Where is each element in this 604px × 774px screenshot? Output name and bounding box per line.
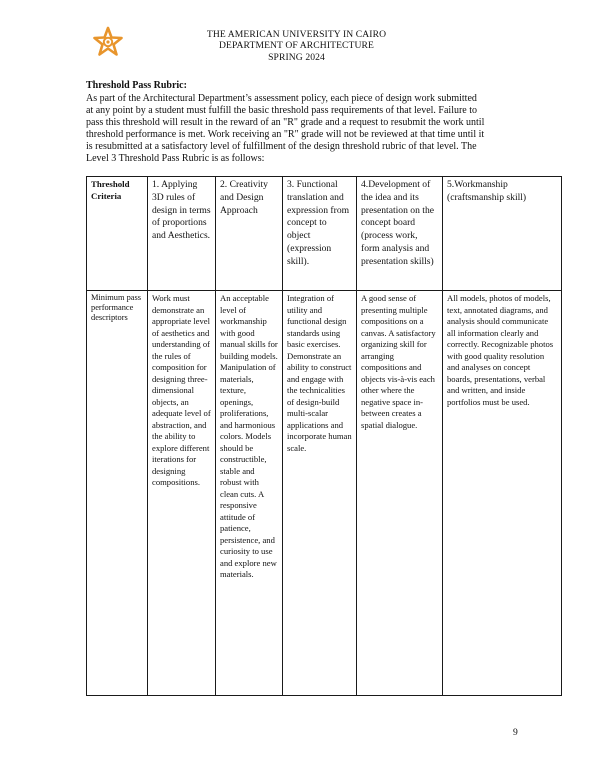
intro-line: threshold performance is met. Work receiving an "R" grade will not be reviewed at that time until it (86, 129, 485, 140)
intro-line: As part of the Architectural Department’s assessment policy, each piece of design work submitted (86, 93, 477, 104)
row-label-minimum-pass: Minimum pass performance descriptors (87, 291, 148, 696)
intro-line: pass this threshold will result in the reward of an "R" grade and a request to resubmit the work until (86, 117, 485, 128)
rubric-title: Threshold Pass Rubric: (86, 80, 187, 91)
cell-criterion-1: Work must demonstrate an appropriate level of aesthetics and understanding of the rules of composition for designing three-dimensional objects, an adequate level of abstraction, and the ability to explore different iterations for designing compositions. (148, 291, 216, 696)
term-label: SPRING 2024 (268, 51, 325, 63)
rubric-intro-paragraph (86, 93, 566, 165)
cell-criterion-5: All models, photos of models, text, annotated diagrams, and analysis should communicate all information clearly and correctly. Recognizable photos with good quality resolution and analyses on concept boards, presentations, verbal and written, and inside portfolios must be used. (443, 291, 562, 696)
department-name: DEPARTMENT OF ARCHITECTURE (218, 40, 374, 52)
header-criterion-1: 1. Applying 3D rules of design in terms of proportions and Aesthetics. (148, 177, 216, 291)
cell-criterion-2: An acceptable level of workmanship with good manual skills for building models. Manipulation of materials, texture, openings, proliferations, and harmonious colors. Models should be constructible, stable and robust with clean cuts. A responsive attitude of patience, persistence, and curiosity to use and explore new materials. (216, 291, 283, 696)
cell-criterion-3: Integration of utility and functional design standards using basic exercises. Demonstrate an ability to construct and engage with the technicalities of design-build multi-scalar applications and incorporate human scale. (283, 291, 357, 696)
page-number: 9 (513, 727, 518, 738)
university-name: THE AMERICAN UNIVERSITY IN CAIRO (206, 29, 387, 40)
intro-line: is resubmitted at a satisfactory level of fulfillment of the design threshold rubric of that level. The (86, 141, 477, 152)
threshold-rubric-table (86, 176, 562, 696)
cell-criterion-4: A good sense of presenting multiple compositions on a canvas. A satisfactory organizing skill for arranging compositions and objects vis-à-vis each other where the negative space in-between creates a spatial dialogue. (357, 291, 443, 696)
table-header-row (87, 177, 562, 291)
auc-star-logo-icon (92, 26, 124, 58)
header-criterion-2: 2. Creativity and Design Approach (216, 177, 283, 291)
table-row (87, 291, 562, 696)
header-criterion-5: 5.Workmanship (craftsmanship skill) (443, 177, 562, 291)
header-criterion-3: 3. Functional translation and expression from concept to object (expression skill). (283, 177, 357, 291)
intro-line: at any point by a student must fulfill the basic threshold pass requirements of that level. Failure to (86, 105, 478, 116)
header-threshold-criteria: Threshold Criteria (87, 177, 148, 291)
document-header (150, 29, 443, 63)
intro-line: Level 3 Threshold Pass Rubric is as follows: (86, 153, 265, 164)
header-criterion-4: 4.Development of the idea and its presentation on the concept board (process work, form analysis and presentation skills) (357, 177, 443, 291)
